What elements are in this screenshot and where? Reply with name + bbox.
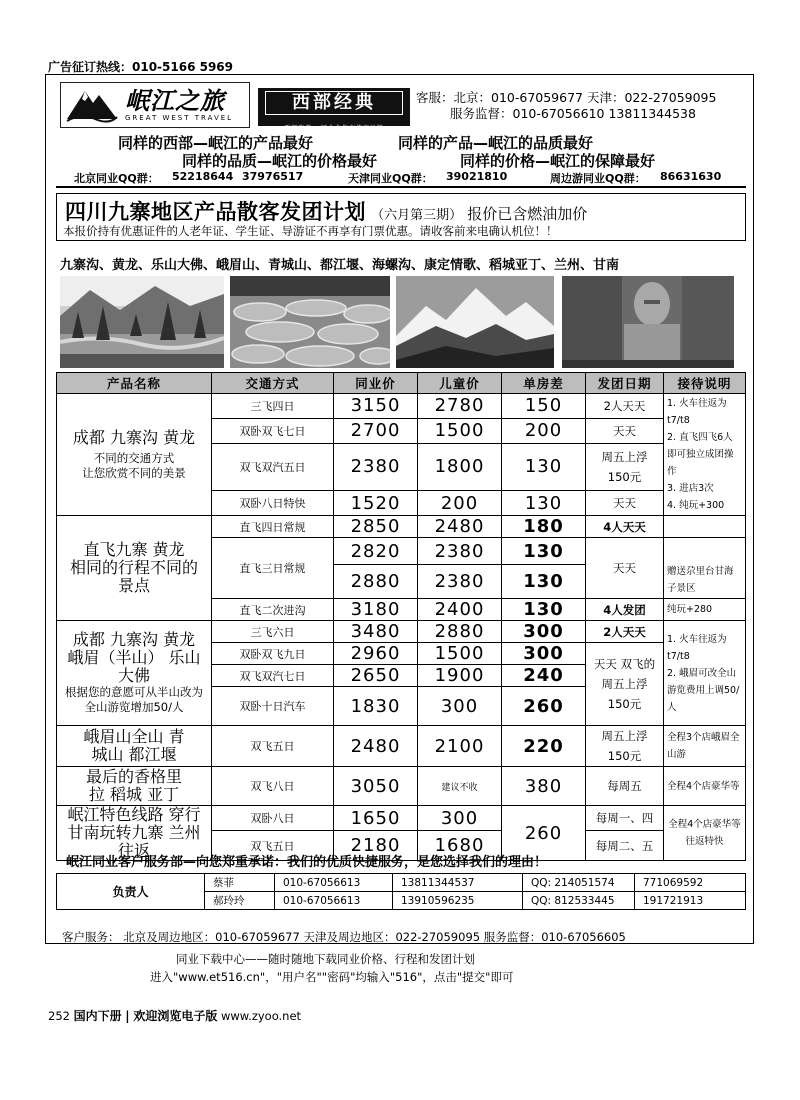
single-supplement: 150 (502, 394, 586, 419)
single-supplement: 180 (502, 516, 586, 538)
logo-main-text: 岷江之旅 (125, 87, 225, 115)
child-price: 1900 (418, 665, 502, 687)
transport: 双卧双飞九日 (212, 643, 334, 665)
contact-qq: QQ: 812533445 (523, 892, 635, 910)
departure-date: 每周一、四 (586, 806, 664, 831)
transport: 双飞双汽五日 (212, 443, 334, 490)
child-price: 2480 (418, 516, 502, 538)
table-row (57, 806, 746, 831)
transport: 直飞二次进沟 (212, 599, 334, 621)
child-price: 200 (418, 491, 502, 516)
single-supplement: 130 (502, 599, 586, 621)
product-cell (57, 621, 212, 726)
minjiang-logo (60, 82, 250, 128)
contact-line-2: 服务监督：010-67056610 13811344538 (450, 106, 696, 121)
photo-jiuzhaigou-trees (60, 276, 224, 368)
trade-price: 1650 (334, 806, 418, 831)
destination-list: 九寨沟、黄龙、乐山大佛、峨眉山、青城山、都江堰、海螺沟、康定情歌、稻城亚丁、兰州、甘南 (60, 258, 620, 273)
departure-date (586, 726, 664, 767)
product-name: 成都 九寨沟 黄龙 峨眉（半山） 乐山大佛 (67, 630, 201, 685)
departure-date: 2人天天 (586, 621, 664, 643)
header-transport: 交通方式 (212, 373, 334, 394)
departure-date: 天天 (586, 491, 664, 516)
qq-group-bar (56, 168, 746, 188)
product-cell (57, 767, 212, 806)
trade-price: 3050 (334, 767, 418, 806)
product-name-2: 相同的行程不同的景点 (69, 558, 198, 595)
transport: 双卧八日特快 (212, 491, 334, 516)
title-fuel: 报价已含燃油加价 (467, 205, 588, 223)
child-price: 建议不收 (418, 767, 502, 806)
header-child-price: 儿童价 (418, 373, 502, 394)
slogan-2: 同样的产品—岷江的品质最好 (398, 134, 594, 152)
header-trade-price: 同业价 (334, 373, 418, 394)
responsible-label: 负责人 (57, 874, 205, 910)
contact-mobile: 13811344537 (393, 874, 523, 892)
transport: 双飞五日 (212, 831, 334, 861)
child-price: 2780 (418, 394, 502, 419)
reception-notes: 全程4个店豪华等往返特快 (664, 806, 746, 861)
note-line: 4. 纯玩+300 (667, 500, 725, 511)
ad-hotline: 广告征订热线：010-5166 5969 (48, 60, 234, 74)
date-line: 150元 (607, 749, 642, 763)
reception-notes (664, 621, 746, 726)
contact-mobile: 13910596235 (393, 892, 523, 910)
transport: 三飞四日 (212, 394, 334, 419)
trade-price: 2960 (334, 643, 418, 665)
single-supplement: 130 (502, 565, 586, 599)
page-title (65, 196, 587, 226)
trade-price: 3480 (334, 621, 418, 643)
qq-label-nearby: 周边游同业QQ群： (550, 172, 646, 185)
page-footer: 252 国内下册 | 欢迎浏览电子版 www.zyoo.net (48, 1009, 302, 1023)
qq-number: 52218644 (172, 170, 234, 183)
date-line: 周五上浮 (601, 729, 648, 743)
contact-qq: QQ: 214051574 (523, 874, 635, 892)
reception-notes: 全程3个店峨眉全山游 (664, 726, 746, 767)
single-supplement: 200 (502, 418, 586, 443)
trade-price: 3180 (334, 599, 418, 621)
trade-price: 2700 (334, 418, 418, 443)
table-row (57, 621, 746, 643)
contact-qq-2: 191721913 (635, 892, 746, 910)
qq-number: 86631630 (660, 170, 722, 183)
table-row (57, 394, 746, 419)
trade-price: 2850 (334, 516, 418, 538)
contact-tel: 010-67056613 (275, 892, 393, 910)
product-name: 最后的香格里拉 稻城 亚丁 (85, 767, 182, 804)
child-price: 2380 (418, 538, 502, 565)
title-box (56, 193, 746, 241)
note-line: 1. 火车往返为t7/t8 (667, 633, 727, 662)
transport: 双卧八日 (212, 806, 334, 831)
transport: 三飞六日 (212, 621, 334, 643)
price-table (56, 372, 746, 861)
title-main: 四川九寨地区产品散客发团计划 (65, 200, 366, 224)
product-name: 成都 九寨沟 黄龙 (72, 427, 196, 447)
header-single-supplement: 单房差 (502, 373, 586, 394)
transport: 直飞四日常规 (212, 516, 334, 538)
title-period: （六月第三期） (371, 208, 463, 223)
site-url[interactable]: www.zyoo.net (221, 1009, 302, 1023)
product-sub: 让您欣赏不同的美景 (82, 465, 186, 480)
qq-label-beijing: 北京同业QQ群： (74, 172, 159, 185)
logo-main-en: GREAT WEST TRAVEL (125, 114, 234, 122)
site-welcome: 欢迎浏览电子版 (133, 1009, 218, 1023)
product-cell (57, 726, 212, 767)
header-reception-notes: 接待说明 (664, 373, 746, 394)
trade-price: 1520 (334, 491, 418, 516)
logo-side-title: 西部经典 (265, 91, 403, 115)
contact-tel: 010-67056613 (275, 874, 393, 892)
trade-price: 2480 (334, 726, 418, 767)
single-supplement: 260 (502, 806, 586, 861)
reception-notes (664, 394, 746, 516)
table-row (57, 726, 746, 767)
header-product-name: 产品名称 (57, 373, 212, 394)
child-price: 300 (418, 806, 502, 831)
child-price: 2880 (418, 621, 502, 643)
departure-date: 天天 (586, 418, 664, 443)
single-supplement: 300 (502, 643, 586, 665)
product-sub: 根据您的意愿可从半山改为全山游览增加50/人 (65, 685, 203, 714)
page-number: 252 (48, 1009, 70, 1023)
price-notice: 本报价持有优惠证件的人老年证、学生证、导游证不再享有门票优惠。请收客前来电确认机位！！ (63, 224, 558, 238)
table-header-row (57, 373, 746, 394)
qq-number: 37976517 (242, 170, 304, 183)
reception-notes-empty (664, 516, 746, 538)
single-supplement: 260 (502, 687, 586, 726)
table-row (57, 516, 746, 538)
child-price: 2100 (418, 726, 502, 767)
product-sub: 不同的交通方式 (93, 450, 175, 465)
slogan-3: 同样的品质—岷江的价格最好 (182, 152, 378, 170)
departure-date: 每周二、五 (586, 831, 664, 861)
single-supplement: 130 (502, 443, 586, 490)
date-line: 150元 (607, 469, 642, 484)
single-supplement: 220 (502, 726, 586, 767)
departure-date: 天天 (586, 538, 664, 599)
contact-qq-2: 771069592 (635, 874, 746, 892)
note-line: 2. 峨眉可改全山游览费用上调50/人 (667, 667, 740, 713)
download-center: 同业下载中心——随时随地下载同业价格、行程和发团计划 (176, 952, 475, 966)
departure-date: 每周五 (586, 767, 664, 806)
trade-price: 3150 (334, 394, 418, 419)
qq-label-tianjin: 天津同业QQ群： (348, 172, 433, 185)
contact-row (57, 874, 746, 892)
trade-price: 2380 (334, 443, 418, 490)
reception-notes: 赠送尕里台甘海子景区 (664, 538, 746, 599)
trade-price: 2820 (334, 538, 418, 565)
child-price: 1800 (418, 443, 502, 490)
departure-date (586, 443, 664, 490)
section-name: 国内下册 (73, 1009, 122, 1023)
child-price: 2380 (418, 565, 502, 599)
download-instructions: 进入"www.et516.cn"，"用户名""密码"均输入"516"，点击"提交"即可 (150, 970, 514, 984)
single-supplement: 240 (502, 665, 586, 687)
departure-date: 4人天天 (586, 516, 664, 538)
logo-side-sub: 西部旅游 · 同业合作支持产品牌 (284, 125, 384, 132)
trade-price: 2650 (334, 665, 418, 687)
transport: 双卧双飞七日 (212, 418, 334, 443)
contact-name: 郝玲玲 (205, 892, 275, 910)
qq-number: 39021810 (446, 170, 508, 183)
reception-notes: 全程4个店豪华等 (664, 767, 746, 806)
product-cell (57, 516, 212, 621)
reception-notes: 纯玩+280 (664, 599, 746, 621)
photo-leshan-buddha (562, 276, 734, 368)
contact-name: 蔡菲 (205, 874, 275, 892)
child-price: 1500 (418, 643, 502, 665)
product-name: 岷江特色线路 穿行甘南玩转九寨 兰州往返 (67, 805, 201, 860)
child-price: 1680 (418, 831, 502, 861)
transport: 直飞三日常规 (212, 538, 334, 599)
trade-price: 2880 (334, 565, 418, 599)
transport: 双卧十日汽车 (212, 687, 334, 726)
photo-snow-mountain (396, 276, 554, 368)
transport: 双飞八日 (212, 767, 334, 806)
table-row (57, 767, 746, 806)
note-line: 1. 火车往返为t7/t8 (667, 398, 727, 426)
note-line: 3. 进店3次 (667, 483, 714, 494)
single-supplement: 130 (502, 538, 586, 565)
single-supplement: 300 (502, 621, 586, 643)
departure-date: 天天 双飞的周五上浮 150元 (586, 643, 664, 726)
single-supplement: 130 (502, 491, 586, 516)
date-line: 周五上浮 (601, 449, 648, 464)
photo-huanglong-pools (230, 276, 390, 368)
departure-date: 4人发团 (586, 599, 664, 621)
product-name: 峨眉山全山 青城山 都江堰 (83, 727, 185, 764)
customer-service-line: 客户服务： 北京及周边地区：010-67059677 天津及周边地区：022-27059095 服务监督：010-67056605 (62, 930, 626, 944)
service-promise: 岷江同业客户服务部—向您郑重承诺：我们的优质快捷服务，是您选择我们的理由！ (66, 855, 548, 870)
single-supplement: 380 (502, 767, 586, 806)
child-price: 1500 (418, 418, 502, 443)
transport: 双飞五日 (212, 726, 334, 767)
slogan-4: 同样的价格—岷江的保障最好 (460, 152, 656, 170)
product-cell (57, 394, 212, 516)
child-price: 2400 (418, 599, 502, 621)
header-contact (416, 90, 716, 122)
trade-price: 2180 (334, 831, 418, 861)
contact-table (56, 873, 746, 910)
contact-line-1: 客服：北京：010-67059677 天津：022-27059095 (416, 90, 717, 105)
departure-date: 2人天天 (586, 394, 664, 419)
mountain-icon (65, 85, 119, 125)
trade-price: 1830 (334, 687, 418, 726)
slogan-1: 同样的西部—岷江的产品最好 (118, 134, 314, 152)
west-classic-logo (258, 88, 410, 132)
product-name: 直飞九寨 黄龙 (83, 540, 185, 559)
child-price: 300 (418, 687, 502, 726)
note-line: 2. 直飞四飞6人即可独立成团操作 (667, 432, 734, 477)
header-departure-date: 发团日期 (586, 373, 664, 394)
transport: 双飞双汽七日 (212, 665, 334, 687)
